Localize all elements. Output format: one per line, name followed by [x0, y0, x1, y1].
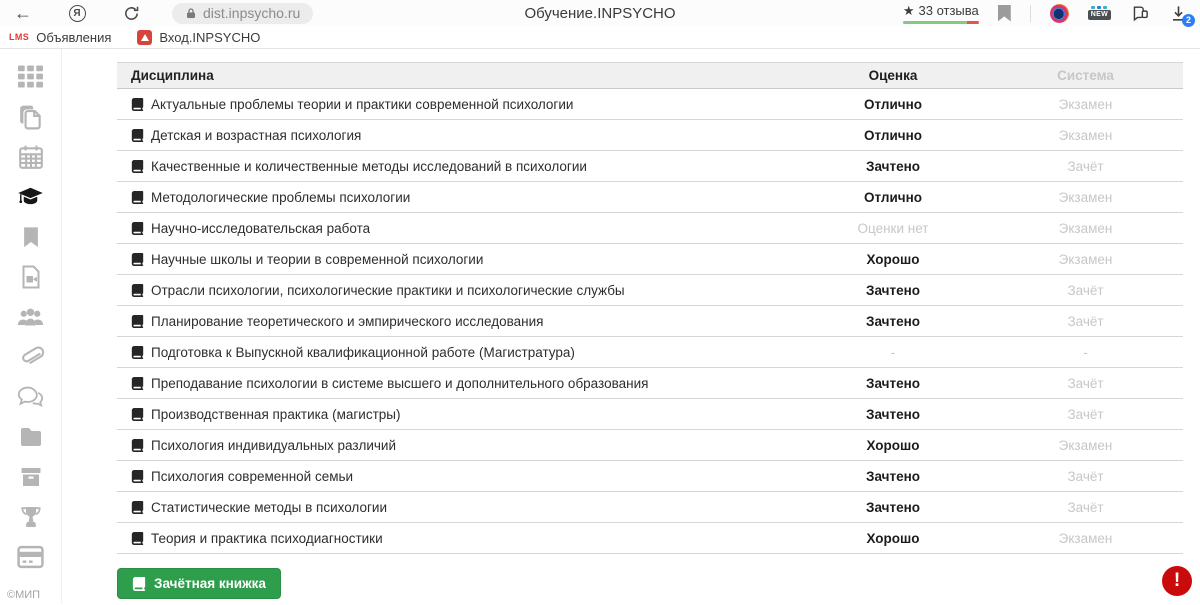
discipline-cell: [117, 500, 798, 515]
chat-icon: [17, 385, 44, 409]
discipline-cell: [117, 531, 798, 546]
documents-icon: [18, 104, 44, 130]
grade-cell: Зачтено: [866, 468, 920, 484]
table-row: [117, 244, 1183, 275]
exclamation-icon: !: [1173, 570, 1181, 591]
sidebar: [0, 49, 62, 604]
discipline-link[interactable]: Методологические проблемы психологии: [151, 189, 411, 205]
table-row: [117, 151, 1183, 182]
book-icon: [131, 284, 144, 297]
grade-cell: Хорошо: [866, 251, 920, 267]
back-arrow-icon: ←: [14, 3, 32, 23]
url-text: dist.inpsycho.ru: [203, 5, 301, 21]
book-icon: [131, 346, 144, 359]
toolbar-divider: [1030, 5, 1031, 22]
book-icon: [131, 439, 144, 452]
gradebook-button-label: Зачётная книжка: [154, 576, 266, 591]
extension-icon[interactable]: [1050, 4, 1069, 23]
table-row: [117, 492, 1183, 523]
system-cell: Экзамен: [1058, 251, 1113, 267]
discipline-link[interactable]: Качественные и количественные методы исследований в психологии: [151, 158, 587, 174]
discipline-cell: [117, 407, 798, 422]
grade-cell: Зачтено: [866, 375, 920, 391]
discipline-link[interactable]: Статистические методы в психологии: [151, 499, 387, 515]
table-row: [117, 368, 1183, 399]
system-cell: Экзамен: [1058, 437, 1113, 453]
table-row: [117, 399, 1183, 430]
book-icon: [131, 222, 144, 235]
table-body: [117, 89, 1183, 554]
sidebar-item-attachments[interactable]: [17, 343, 44, 370]
bookmark-label: Вход.INPSYCHO: [159, 29, 261, 45]
system-cell: Зачёт: [1067, 158, 1104, 174]
discipline-cell: [117, 159, 798, 174]
grade-cell: -: [890, 344, 896, 360]
system-cell: Зачёт: [1067, 313, 1104, 329]
alert-notification-button[interactable]: [1162, 566, 1192, 596]
discipline-link[interactable]: Детская и возрастная психология: [151, 127, 362, 143]
sidebar-item-archive[interactable]: [17, 463, 44, 490]
book-icon: [131, 191, 144, 204]
discipline-link[interactable]: Психология индивидуальных различий: [151, 437, 396, 453]
column-system: Система: [1057, 68, 1114, 83]
column-grade: Оценка: [868, 68, 918, 83]
book-icon: [131, 408, 144, 421]
lock-icon: [185, 7, 197, 20]
discipline-link[interactable]: Отрасли психологии, психологические практики и психологические службы: [151, 282, 625, 298]
gradebook-button[interactable]: [117, 568, 281, 599]
media-document-icon: [19, 264, 43, 290]
table-row: [117, 306, 1183, 337]
lms-logo-icon: LMS: [9, 32, 30, 42]
system-cell: Зачёт: [1067, 406, 1104, 422]
grade-cell: Зачтено: [866, 282, 920, 298]
discipline-cell: [117, 190, 798, 205]
book-icon: [131, 470, 144, 483]
reviews-count: 33 отзыва: [918, 3, 979, 18]
grade-cell: Отлично: [863, 127, 923, 143]
grade-cell: Отлично: [863, 189, 923, 205]
card-icon: [17, 545, 44, 569]
back-button[interactable]: [12, 2, 34, 24]
book-icon: [131, 98, 144, 111]
trophy-icon: [19, 505, 43, 529]
system-cell: Зачёт: [1067, 468, 1104, 484]
grade-cell: Хорошо: [866, 530, 920, 546]
sidebar-item-education[interactable]: [17, 183, 44, 210]
grade-cell: Хорошо: [866, 437, 920, 453]
book-icon: [131, 532, 144, 545]
book-icon: [131, 501, 144, 514]
new-arc-icon: [1091, 6, 1107, 9]
book-icon: [131, 129, 144, 142]
discipline-cell: [117, 345, 798, 360]
collections-button[interactable]: [1130, 4, 1150, 23]
sidebar-item-achievements[interactable]: [17, 503, 44, 530]
discipline-link[interactable]: Теория и практика психодиагностики: [151, 530, 383, 546]
system-cell: Зачёт: [1067, 282, 1104, 298]
discipline-cell: [117, 97, 798, 112]
refresh-button[interactable]: [120, 2, 142, 24]
discipline-link[interactable]: Научные школы и теории в современной психологии: [151, 251, 484, 267]
table-row: [117, 275, 1183, 306]
sidebar-item-documents[interactable]: [17, 103, 44, 130]
bookmark-icon: [20, 225, 42, 249]
discipline-cell: [117, 469, 798, 484]
discipline-cell: [117, 128, 798, 143]
discipline-link[interactable]: Преподавание психологии в системе высшего и дополнительного образования: [151, 375, 649, 391]
bookmark-announcements[interactable]: [9, 30, 111, 45]
grade-cell: Зачтено: [866, 313, 920, 329]
discipline-link[interactable]: Научно-исследовательская работа: [151, 220, 371, 236]
system-cell: Зачёт: [1067, 499, 1104, 515]
system-cell: -: [1083, 344, 1088, 360]
rating-bar: [903, 21, 979, 24]
system-cell: Экзамен: [1058, 530, 1113, 546]
discipline-link[interactable]: Психология современной семьи: [151, 468, 354, 484]
bookmarks-bar: [0, 26, 1200, 49]
downloads-count-badge: 2: [1182, 14, 1195, 27]
system-cell: Экзамен: [1058, 127, 1113, 143]
table-row: [117, 213, 1183, 244]
table-row: [117, 89, 1183, 120]
book-icon: [131, 315, 144, 328]
system-cell: Экзамен: [1058, 189, 1113, 205]
bookmark-label: Объявления: [36, 29, 112, 45]
archive-box-icon: [19, 465, 43, 489]
system-cell: Зачёт: [1067, 375, 1104, 391]
grade-cell: Зачтено: [866, 406, 920, 422]
folder-icon: [18, 425, 44, 449]
address-bar[interactable]: [172, 3, 313, 24]
sidebar-item-messages[interactable]: [17, 383, 44, 410]
new-badge-label: NEW: [1088, 10, 1111, 20]
table-row: [117, 430, 1183, 461]
yandex-button[interactable]: [66, 2, 88, 24]
book-icon: [131, 253, 144, 266]
discipline-link[interactable]: Подготовка к Выпускной квалификационной работе (Магистратура): [151, 344, 575, 360]
grade-cell: Отлично: [863, 96, 923, 112]
discipline-link[interactable]: Производственная практика (магистры): [151, 406, 401, 422]
discipline-link[interactable]: Планирование теоретического и эмпирического исследования: [151, 313, 544, 329]
new-feature-button[interactable]: [1088, 6, 1111, 20]
sidebar-item-users[interactable]: [17, 303, 44, 330]
sidebar-item-files[interactable]: [17, 423, 44, 450]
bookmark-inpsycho-login[interactable]: [137, 30, 260, 45]
table-row: [117, 337, 1183, 368]
apps-grid-icon: [18, 64, 43, 89]
mip-pyramid-icon: [137, 30, 152, 45]
table-row: [117, 461, 1183, 492]
star-icon: ★: [902, 2, 915, 18]
book-icon: [131, 377, 144, 390]
book-icon: [132, 577, 146, 591]
table-header: [117, 62, 1183, 89]
sidebar-item-calendar[interactable]: [17, 143, 44, 170]
downloads-button[interactable]: [1169, 4, 1191, 25]
sidebar-item-bookmarks[interactable]: [17, 223, 44, 250]
page-title: Обучение.INPSYCHO: [524, 4, 676, 22]
discipline-cell: [117, 283, 798, 298]
grade-cell: Зачтено: [866, 499, 920, 515]
site-reviews-button[interactable]: [903, 3, 979, 24]
paperclip-icon: [15, 341, 45, 371]
users-icon: [17, 305, 44, 329]
calendar-icon: [18, 144, 44, 170]
browser-toolbar: [0, 0, 1200, 26]
discipline-cell: [117, 314, 798, 329]
system-cell: Экзамен: [1058, 220, 1113, 236]
table-row: [117, 120, 1183, 151]
table-row: [117, 182, 1183, 213]
bookmark-flag-icon[interactable]: [998, 5, 1011, 22]
discipline-cell: [117, 252, 798, 267]
discipline-link[interactable]: Актуальные проблемы теории и практики современной психологии: [151, 96, 574, 112]
discipline-cell: [117, 376, 798, 391]
table-row: [117, 523, 1183, 554]
column-discipline: Дисциплина: [131, 68, 214, 83]
sidebar-item-gradebook[interactable]: [17, 543, 44, 570]
yandex-logo-icon: Я: [69, 5, 86, 22]
discipline-cell: [117, 438, 798, 453]
grade-cell: Зачтено: [866, 158, 920, 174]
discipline-cell: [117, 221, 798, 236]
book-icon: [131, 160, 144, 173]
graduation-cap-icon: [17, 184, 44, 210]
collections-icon: [1130, 4, 1150, 23]
system-cell: Экзамен: [1058, 96, 1113, 112]
sidebar-item-dashboard[interactable]: [17, 63, 44, 90]
grade-cell: Оценки нет: [857, 220, 929, 236]
main-content: [62, 49, 1200, 604]
sidebar-item-media[interactable]: [17, 263, 44, 290]
refresh-icon: [123, 5, 140, 22]
copyright-label: ©МИП: [7, 589, 41, 601]
